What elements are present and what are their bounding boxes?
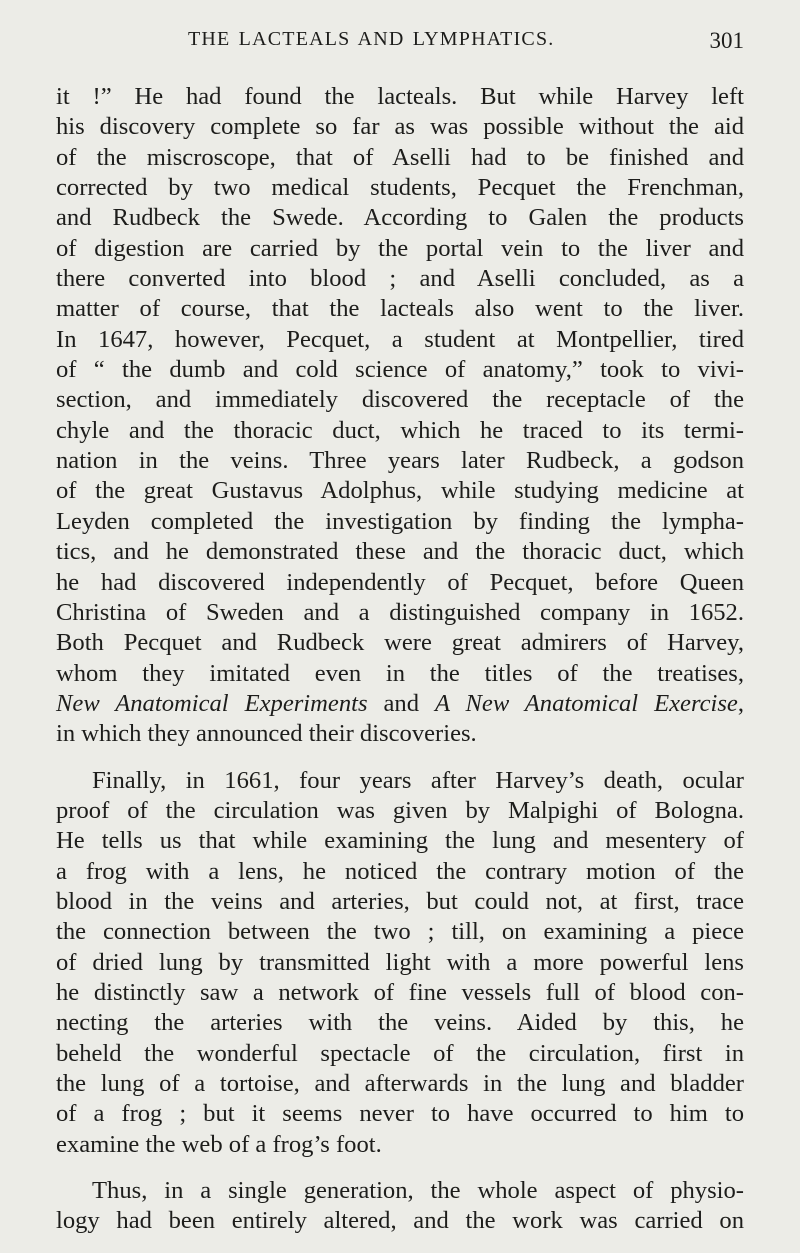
text-run: nation in the veins. Three years later Rudbeck, a godson — [56, 447, 744, 475]
text-line — [56, 234, 744, 264]
italic-title: A New Anatomical Exercise — [434, 689, 738, 717]
text-line — [56, 766, 744, 796]
text-run: necting the arteries with the veins. Aided by this, he — [56, 1009, 744, 1037]
text-line — [56, 568, 744, 598]
text-line — [56, 1039, 744, 1069]
text-line — [56, 446, 744, 476]
text-run: of “ the dumb and cold science of anatomy,” took to vivi- — [56, 356, 744, 384]
text-line — [56, 719, 744, 749]
text-line — [56, 173, 744, 203]
text-line — [56, 689, 744, 719]
text-line — [56, 325, 744, 355]
text-line — [56, 857, 744, 887]
text-run: it !” He had found the lacteals. But while Harvey left — [56, 83, 744, 110]
text-run: the lung of a tortoise, and afterwards in the lung and bladder — [56, 1070, 744, 1097]
text-run: of a frog ; but it seems never to have occurred to him to — [56, 1100, 744, 1128]
text-run: of the great Gustavus Adolphus, while studying medicine at — [56, 477, 744, 505]
text-run: He tells us that while examining the lung and mesentery of — [56, 827, 744, 855]
text-run: he had discovered independently of Pecquet, before Queen — [56, 568, 744, 596]
text-line — [56, 1008, 744, 1038]
text-run: the connection between the two ; till, on examining a piece — [56, 918, 744, 946]
text-line — [56, 537, 744, 567]
body-text — [56, 82, 744, 1237]
text-line — [56, 659, 744, 689]
text-run: in which they announced their discoveries. — [56, 720, 477, 748]
paragraph — [56, 1176, 744, 1237]
page-number: 301 — [709, 28, 744, 53]
running-head — [0, 28, 800, 62]
text-run: Finally, in 1661, four years after Harvey’s death, ocular — [92, 766, 744, 794]
text-run: and Rudbeck the Swede. According to Galen the products — [56, 204, 744, 232]
text-run: matter of course, that the lacteals also went to the liver. — [56, 295, 744, 323]
text-line — [56, 978, 744, 1008]
text-line — [56, 628, 744, 658]
text-run: of the miscroscope, that of Aselli had to be finished and — [56, 143, 744, 171]
paragraph-gap — [56, 1160, 744, 1176]
text-line — [56, 1130, 744, 1160]
text-line — [56, 948, 744, 978]
text-line — [56, 1176, 744, 1206]
text-run: and — [367, 689, 435, 717]
italic-title: New Anatomical Experiments — [56, 689, 368, 717]
paragraph — [56, 82, 744, 750]
text-line — [56, 476, 744, 506]
text-run: chyle and the thoracic duct, which he traced to its termi- — [56, 416, 744, 444]
text-run: proof of the circulation was given by Malpighi of Bologna. — [56, 796, 744, 824]
text-run: , — [737, 689, 744, 717]
text-run: of digestion are carried by the portal vein to the liver and — [56, 234, 744, 262]
text-line — [56, 796, 744, 826]
text-run: Leyden completed the investigation by finding the lympha- — [56, 507, 744, 535]
text-run: tics, and he demonstrated these and the thoracic duct, which — [56, 538, 744, 566]
text-run: blood in the veins and arteries, but could not, at first, trace — [56, 887, 744, 915]
text-run: his discovery complete so far as was possible without the aid — [56, 113, 744, 141]
text-line — [56, 507, 744, 537]
text-run: corrected by two medical students, Pecquet the Frenchman, — [56, 174, 744, 202]
text-run: whom they imitated even in the titles of the treatises, — [56, 659, 744, 687]
text-line — [56, 826, 744, 856]
text-run: a frog with a lens, he noticed the contrary motion of the — [56, 857, 744, 885]
chapter-title: THE LACTEALS AND LYMPHATICS. — [188, 28, 555, 50]
text-run: beheld the wonderful spectacle of the circulation, first in — [56, 1039, 744, 1067]
text-run: Both Pecquet and Rudbeck were great admirers of Harvey, — [56, 629, 744, 657]
paragraph-gap — [56, 750, 744, 766]
paragraph — [56, 766, 744, 1160]
text-line — [56, 917, 744, 947]
text-run: In 1647, however, Pecquet, a student at Montpellier, tired — [56, 325, 744, 353]
text-line — [56, 887, 744, 917]
text-line — [56, 294, 744, 324]
text-run: there converted into blood ; and Aselli concluded, as a — [56, 265, 744, 293]
text-line — [56, 264, 744, 294]
text-line — [56, 1206, 744, 1236]
text-line — [56, 82, 744, 112]
text-line — [56, 1069, 744, 1099]
text-line — [56, 1099, 744, 1129]
text-run: Thus, in a single generation, the whole aspect of physio- — [92, 1177, 744, 1205]
text-line — [56, 355, 744, 385]
text-line — [56, 385, 744, 415]
text-line — [56, 598, 744, 628]
text-run: Christina of Sweden and a distinguished company in 1652. — [56, 598, 744, 626]
text-run: of dried lung by transmitted light with a more powerful lens — [56, 948, 744, 976]
text-line — [56, 416, 744, 446]
text-run: he distinctly saw a network of fine vessels full of blood con- — [56, 978, 744, 1006]
text-run: logy had been entirely altered, and the work was carried on — [56, 1207, 744, 1235]
text-run: examine the web of a frog’s foot. — [56, 1130, 382, 1158]
text-line — [56, 143, 744, 173]
text-run: section, and immediately discovered the receptacle of the — [56, 386, 744, 414]
text-line — [56, 112, 744, 142]
text-line — [56, 203, 744, 233]
